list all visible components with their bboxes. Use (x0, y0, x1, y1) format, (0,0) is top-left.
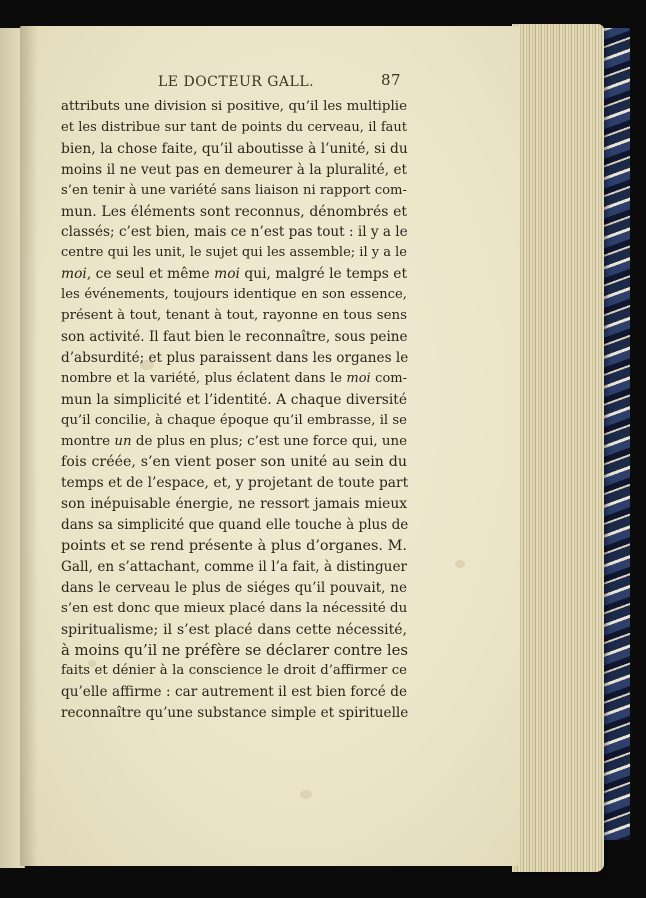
text-line: temps et de l’espace, et, y projetant de toute part (61, 475, 409, 492)
text-line: s’en tenir à une variété sans liaison ni rapport com- (61, 182, 407, 198)
text-line: faits et dénier à la conscience le droit d’affirmer ce (61, 663, 407, 679)
text-line: bien, la chose faite, qu’il aboutisse à l’unité, si du (61, 140, 408, 157)
page-header (0, 71, 646, 94)
text-line: s’en est donc que mieux placé dans la nécessité du (61, 600, 408, 616)
text-line: mun. Les éléments sont reconnus, dénombrés et (61, 203, 407, 220)
text-line: les événements, toujours identique en son essence, (61, 287, 407, 303)
page-gutter-shadow (20, 26, 38, 866)
text-line: fois créée, s’en vient poser son unité au sein du (61, 454, 407, 471)
text-line: qu’elle affirme : car autrement il est bien forcé de (61, 684, 407, 701)
text-line: reconnaître qu’une substance simple et spirituelle (61, 705, 409, 722)
page-block-edge (512, 24, 604, 872)
text-line: points et se rend présente à plus d’organes. M. (61, 538, 407, 555)
text-line: d’absurdité; et plus paraissent dans les organes le (61, 349, 409, 366)
text-line: nombre et la variété, plus éclatent dans le moi com- (61, 370, 407, 386)
text-line: dans sa simplicité que quand elle touche à plus de (61, 517, 409, 534)
text-line: moins il ne veut pas en demeurer à la pluralité, et (61, 161, 407, 178)
text-line: classés; c’est bien, mais ce n’est pas tout : il y a le (61, 224, 408, 241)
text-line: moi, ce seul et même moi qui, malgré le temps et (61, 266, 407, 283)
text-line: centre qui les unit, le sujet qui les assemble; il y a le (61, 245, 407, 261)
text-line: qu’il concilie, à chaque époque qu’il embrasse, il se (61, 412, 407, 428)
body-text (61, 97, 407, 724)
text-line: et les distribue sur tant de points du cerveau, il faut (61, 119, 407, 135)
text-line: montre un de plus en plus; c’est une force qui, une (61, 433, 408, 449)
text-line: mun la simplicité et l’identité. A chaque diversité (61, 391, 407, 408)
text-line: son activité. Il faut bien le reconnaître, sous peine (61, 328, 408, 345)
page-number: 87 (381, 71, 402, 89)
text-line: présent à tout, tenant à tout, rayonne en tous sens (61, 308, 407, 324)
text-line: à moins qu’il ne préfère se déclarer contre les (61, 641, 408, 659)
text-line: dans le cerveau le plus de siéges qu’il pouvait, ne (61, 579, 407, 596)
text-line: Gall, en s’attachant, comme il l’a fait, à distinguer (61, 558, 407, 575)
running-title: LE DOCTEUR GALL. (158, 74, 315, 90)
text-line: attributs une division si positive, qu’il les multiplie (61, 99, 407, 114)
text-line: son inépuisable énergie, ne ressort jamais mieux (61, 496, 407, 513)
text-line: spiritualisme; il s’est placé dans cette nécessité, (61, 621, 407, 638)
